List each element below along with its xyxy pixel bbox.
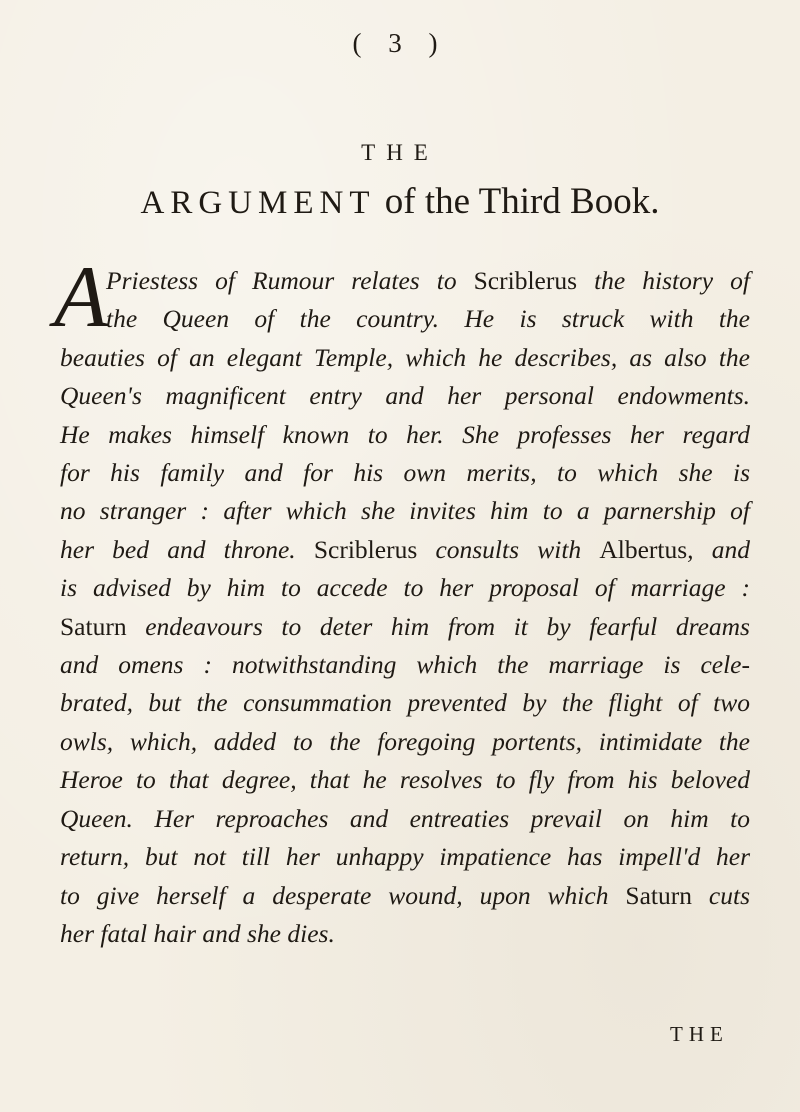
text-run: , and (687, 534, 750, 564)
text-line (60, 723, 750, 761)
proper-name: Saturn (625, 880, 692, 910)
heading-caps: ARGUMENT (140, 185, 376, 221)
proper-name: Scriblerus (473, 266, 578, 295)
text-run: for his family and for his own merits, to which she is (60, 458, 750, 488)
text-line (60, 531, 750, 569)
text-line (60, 800, 750, 838)
argument-text (54, 249, 751, 953)
argument-lines (60, 262, 750, 953)
text-run: is advised by him to accede to her proposal of marriage : (60, 573, 750, 603)
text-run: the Queen of the country. He is struck with the (106, 304, 750, 334)
text-run: owls, which, added to the foregoing portents, intimidate the (60, 726, 750, 756)
text-run: her fatal hair and she dies. (60, 918, 335, 948)
text-run: He makes himself known to her. She professes her regard (60, 419, 750, 449)
text-run: and omens : notwithstanding which the marriage is cele- (60, 650, 750, 680)
text-run: brated, but the consummation prevented by the flight of two (60, 688, 750, 718)
text-line (60, 492, 750, 530)
text-run: Queen's magnificent entry and her personal endowments. (60, 381, 750, 411)
text-line (60, 569, 750, 607)
drop-cap: A (54, 249, 108, 346)
proper-name: Saturn (60, 611, 127, 641)
text-line (60, 454, 750, 492)
text-run: her bed and throne. (60, 534, 314, 564)
text-run: Heroe to that degree, that he resolves to fly from his beloved (60, 765, 750, 795)
text-line (60, 915, 750, 953)
proper-name: Albertus (599, 534, 688, 564)
catchword: THE (670, 1022, 729, 1046)
text-run: Queen. Her reproaches and entreaties prevail on him to (60, 803, 750, 833)
text-line (60, 646, 750, 684)
text-run: cuts (691, 880, 751, 910)
text-line (60, 684, 750, 722)
proper-name: Scriblerus (313, 534, 418, 564)
text-line (60, 838, 750, 876)
text-run: consults with (417, 534, 600, 564)
text-run: to give herself a desperate wound, upon which (60, 880, 626, 910)
text-line (60, 608, 750, 646)
text-run: endeavours to deter him from it by fearful dreams (126, 611, 750, 641)
text-line (60, 377, 750, 415)
section-heading (0, 180, 800, 223)
text-line (60, 761, 750, 799)
text-line (60, 416, 750, 454)
text-line (60, 877, 750, 915)
text-run: the history of (577, 266, 750, 295)
text-line (60, 262, 750, 300)
heading-rest: of the Third Book. (375, 181, 660, 222)
running-head: THE (361, 140, 439, 165)
text-line (60, 300, 750, 338)
text-run: return, but not till her unhappy impatience has impell'd her (60, 842, 750, 872)
text-run: beauties of an elegant Temple, which he describes, as also the (60, 342, 750, 372)
text-line (60, 339, 750, 377)
page-number: ( 3 ) (352, 28, 448, 58)
text-run: Priestess of Rumour relates to (106, 266, 474, 295)
text-run: no stranger : after which she invites him to a parnership of (60, 496, 750, 526)
